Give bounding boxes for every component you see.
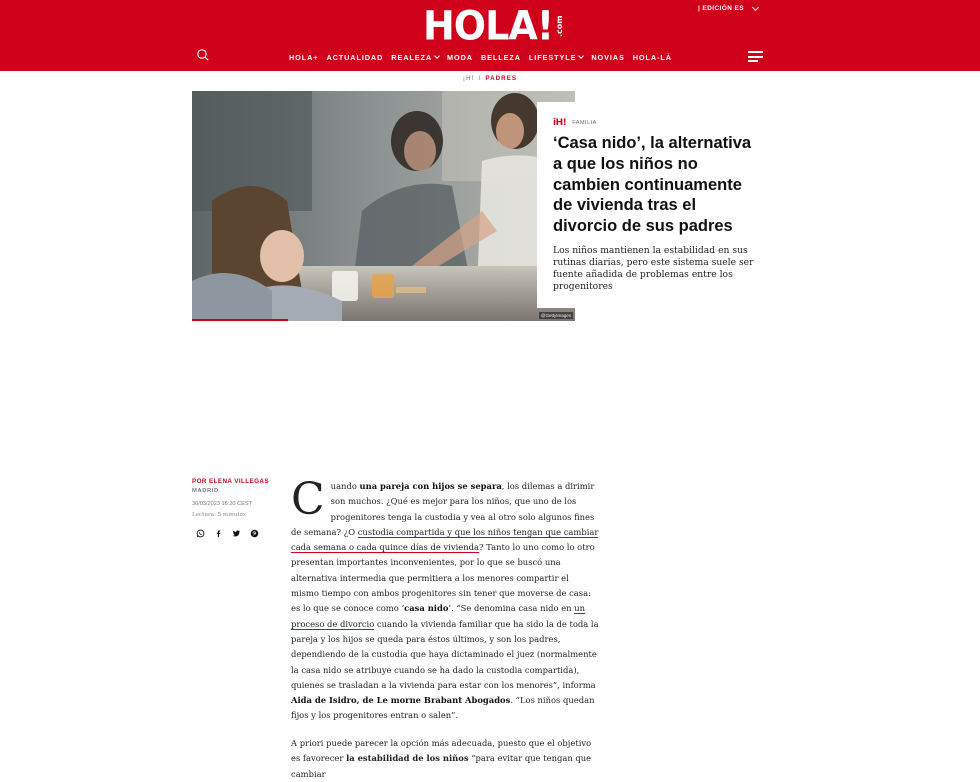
- text-run: . “Los niños quedan fijos y los progenitores entran o salen”.: [291, 695, 595, 721]
- hero-image: [192, 91, 575, 321]
- nav-item-novias[interactable]: [591, 53, 624, 62]
- twitter-icon: [232, 529, 241, 538]
- site-header: [0, 0, 980, 71]
- pinterest-icon: [250, 529, 259, 538]
- breadcrumb-home[interactable]: ¡H!: [462, 75, 475, 82]
- breadcrumb: [0, 75, 980, 82]
- nav-item-hola-l-[interactable]: [633, 53, 672, 62]
- menu-button[interactable]: [748, 51, 764, 62]
- nav-item-belleza[interactable]: [481, 53, 521, 62]
- reading-time: Lectura: 5 minutos: [192, 512, 246, 518]
- nav-item-label: BELLEZA: [480, 53, 521, 62]
- bold-text: Aida de Isidro, de Le morne Brabant Abogados: [291, 695, 511, 706]
- breadcrumb-current[interactable]: PADRES: [485, 75, 518, 82]
- share-bar: [196, 529, 282, 538]
- publish-date: 30/03/2023 16:20 CEST: [192, 501, 253, 507]
- nav-item-label: NOVIAS: [591, 53, 625, 62]
- nav-item-label: MODA: [447, 53, 473, 62]
- text-run: ? Tanto lo uno como lo otro presentan importantes inconvenientes, por lo que se buscó una alternativa intermedia que permitiera a los menores compartir el mismo tiempo con ambos progenitores sin tener que moverse de casa: es lo que se conoce como ‘: [291, 542, 595, 614]
- text-run: A priori puede parecer la opción más adecuada, puesto que el objetivo es favorecer: [291, 738, 592, 764]
- share-whatsapp-button[interactable]: [196, 529, 205, 538]
- text-run: ’. “Se denomina casa nido en: [448, 603, 575, 614]
- chevron-down-icon: [752, 3, 759, 10]
- article-body: [291, 474, 599, 724]
- edition-selector[interactable]: [698, 5, 758, 12]
- text-run: “para evitar que tengan que cambiar: [291, 753, 592, 779]
- inline-link[interactable]: custodia compartida y que los niños tengan que cambiar cada semana o cada quince días de vivienda: [291, 526, 599, 553]
- edition-label: | EDICIÓN ES: [698, 5, 744, 12]
- bold-text: una pareja con hijos se separa: [359, 481, 502, 491]
- article-meta: [553, 118, 756, 128]
- nav-item-label: HOLA+: [289, 53, 319, 62]
- inline-link[interactable]: un proceso de divorcio: [291, 603, 586, 629]
- whatsapp-icon: [196, 529, 205, 538]
- text-run: , los dilemas a dirimir son muchos. ¿Qué es mejor para los niños, que uno de los progenitores tenga la custodia y vea al otro solo algunos fines de semana? ¿O: [291, 481, 595, 537]
- photo-credit: @GettyImages: [540, 313, 571, 318]
- article-subtitle: Los niños mantienen la estabilidad en sus rutinas diarias, pero este sistema suele ser fuente añadida de problemas entre los progenitores: [553, 244, 754, 292]
- nav-item-label: REALEZA: [391, 53, 433, 62]
- logo-text: HOLA!: [423, 2, 554, 50]
- menu-icon: [748, 56, 763, 58]
- site-logo[interactable]: [423, 2, 565, 50]
- main-nav: [289, 53, 680, 62]
- nav-item-label: HOLA-LÀ: [632, 53, 672, 62]
- bold-text: casa nido: [404, 603, 449, 614]
- hero-progress-bar: [192, 319, 288, 321]
- search-button[interactable]: [196, 48, 210, 62]
- text-run: cuando la vivienda familiar que ha sido la de toda la pareja y los hijos se queda para éstos últimos, y son los padres, dependiendo de la custodia que haya dictaminado el juez (normalmente la casa nido se atribuye cuando se ha dado la custodia compartida), quienes se trasladan a la vivienda para estar con los menores”, informa: [291, 618, 599, 690]
- article-paragraph: [291, 736, 599, 782]
- nav-item-label: LIFESTYLE: [528, 53, 577, 62]
- nav-item-actualidad[interactable]: [326, 53, 383, 62]
- chevron-down-icon: [579, 53, 585, 59]
- menu-icon: [748, 51, 763, 53]
- menu-icon: [748, 60, 758, 62]
- search-icon: [196, 48, 210, 62]
- location: MADRID: [192, 488, 219, 494]
- nav-item-realeza[interactable]: [391, 53, 439, 62]
- bold-text: la estabilidad de los niños: [346, 753, 469, 764]
- nav-item-lifestyle[interactable]: [529, 53, 583, 62]
- text-run: uando: [330, 481, 360, 491]
- nav-item-label: ACTUALIDAD: [326, 53, 384, 62]
- article-paragraph: [291, 474, 599, 724]
- brand-mark: iH!: [553, 118, 567, 128]
- author-link[interactable]: POR ELENA VILLEGAS: [192, 478, 269, 485]
- byline: [192, 478, 282, 538]
- nav-item-hola-[interactable]: [289, 53, 318, 62]
- article-header-card: [537, 102, 772, 308]
- nav-item-moda[interactable]: [447, 53, 473, 62]
- section-label[interactable]: FAMILIA: [572, 120, 597, 126]
- drop-cap: C: [291, 474, 325, 525]
- facebook-icon: [214, 529, 223, 538]
- share-pinterest-button[interactable]: [250, 529, 259, 538]
- share-twitter-button[interactable]: [232, 529, 241, 538]
- breadcrumb-separator: /: [478, 75, 482, 82]
- share-facebook-button[interactable]: [214, 529, 223, 538]
- logo-suffix: .com: [555, 15, 565, 37]
- article-title: ‘Casa nido’, la alternativa a que los niños no cambien continuamente de vivienda tras el divorcio de sus padres: [553, 134, 752, 236]
- chevron-down-icon: [434, 53, 440, 59]
